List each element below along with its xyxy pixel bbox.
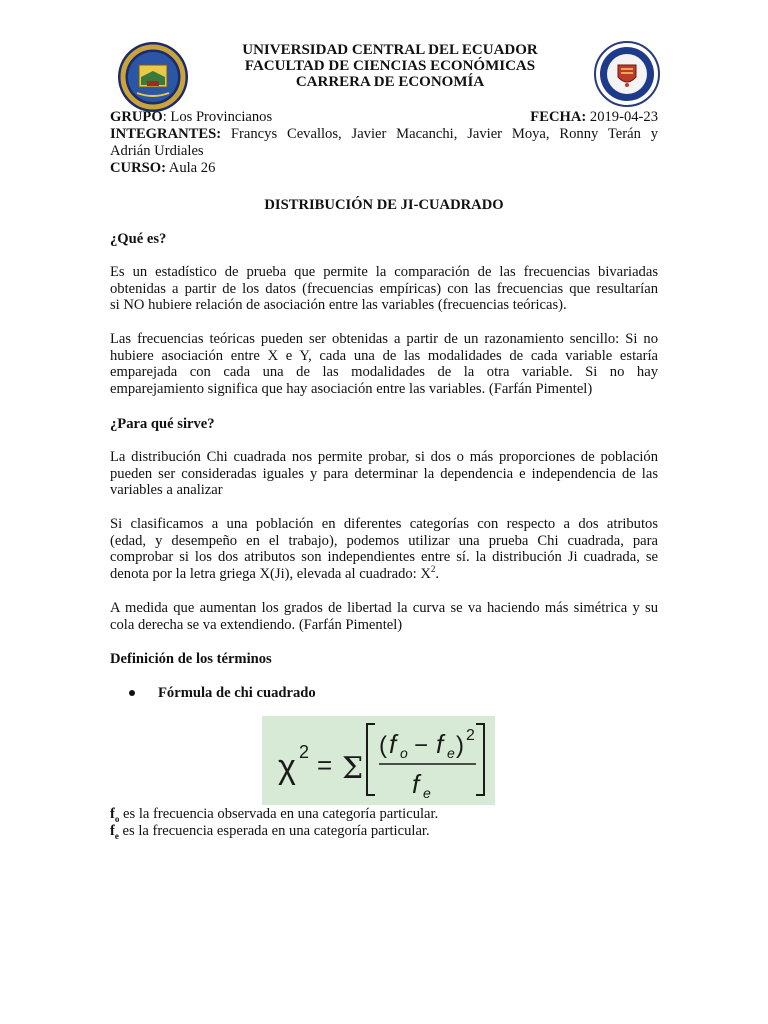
text-line: Las frecuencias teóricas pueden ser obtenidas a partir de un razonamiento sencillo: Si no	[110, 331, 658, 347]
numerator-sub-e: e	[447, 745, 455, 761]
document-title: DISTRIBUCIÓN DE JI-CUADRADO	[264, 197, 504, 213]
chi-superscript: 2	[430, 563, 436, 574]
numerator-f-expected: f	[436, 729, 444, 759]
group-value: : Los Provincianos	[162, 109, 273, 125]
course-row	[110, 160, 658, 177]
left-bracket	[367, 724, 375, 795]
text-line: pueden ser consideradas iguales y para determinar la dependencia e independencia de las	[110, 465, 658, 482]
fo-symbol: f	[110, 806, 115, 822]
fo-description: es la frecuencia observada en una categoría particular.	[119, 806, 439, 822]
text-line: La distribución Chi cuadrada nos permite probar, si dos o más proporciones de población	[110, 449, 658, 465]
bullet-formula-label: Fórmula de chi cuadrado	[158, 685, 316, 701]
course-value: Aula 26	[165, 160, 216, 176]
paragraph-definition	[110, 264, 658, 314]
heading-que-es: ¿Qué es?	[110, 231, 167, 247]
members-line-2: Adrián Urdiales	[110, 143, 204, 159]
chi-notation-text: denota por la letra griega X(Ji), elevada al cuadrado: X	[110, 565, 431, 582]
date-field	[530, 109, 658, 126]
chi-square-formula	[262, 716, 495, 805]
faculty-name: FACULTAD DE CIENCIAS ECONÓMICAS	[244, 58, 536, 74]
numerator-close-paren: )	[456, 732, 464, 759]
chi-symbol: χ	[278, 748, 296, 786]
bullet-point	[129, 690, 135, 696]
text-line: emparejada con cada una de las modalidades de la otra variable. Si no hay	[110, 364, 658, 380]
minus-sign: −	[414, 732, 429, 759]
fe-subscript: e	[114, 830, 119, 841]
text-line: comprobar si los dos atributos son independientes entre sí. la distribución Ji cuadrada, se	[110, 549, 658, 565]
text-line: A medida que aumentan los grados de libertad la curva se va haciendo más simétrica y su	[110, 600, 658, 616]
date-label: FECHA:	[530, 109, 587, 125]
members-label: INTEGRANTES:	[110, 126, 222, 142]
definition-expected	[110, 823, 658, 840]
group-label: GRUPO	[110, 109, 163, 125]
paragraph-degrees-of-freedom	[110, 600, 658, 633]
paragraph-purpose	[110, 449, 658, 499]
sigma-symbol: Σ	[342, 751, 364, 786]
numerator-exponent: 2	[466, 727, 475, 744]
text-line: cola derecha se va extendiendo. (Farfán Pimentel)	[110, 616, 403, 633]
formula-graphic	[262, 716, 495, 805]
right-bracket	[476, 724, 484, 795]
text-line: hubiere asociación entre X e Y, cada una de las modalidades de cada variable estaría	[110, 347, 658, 364]
university-name: UNIVERSIDAD CENTRAL DEL ECUADOR	[242, 42, 538, 58]
institution-header	[200, 42, 580, 90]
numerator-sub-o: o	[400, 745, 408, 761]
chi-exponent: 2	[299, 742, 310, 762]
paragraph-classification	[110, 516, 658, 582]
course-label: CURSO:	[110, 160, 166, 176]
text-line: variables a analizar	[110, 482, 223, 498]
members-names-1: Francys Cevallos, Javier Macanchi, Javier Moya, Ronny Terán y	[221, 126, 658, 142]
definition-observed	[110, 806, 658, 823]
text-line: Es un estadístico de prueba que permite la comparación de las frecuencias bivariadas	[110, 264, 658, 280]
denominator-sub-e: e	[423, 785, 431, 801]
paragraph-theoretical-frequencies	[110, 331, 658, 397]
text-line	[110, 563, 658, 583]
text-line: Si clasificamos a una población en diferentes categorías con respecto a dos atributos	[110, 516, 658, 532]
text-line: obtenidas a partir de los datos (frecuencias empíricas) con las frecuencias que resultarían	[110, 280, 658, 297]
text-line: si NO hubiere relación de asociación entre las variables (frecuencias teóricas).	[110, 297, 567, 313]
faculty-seal-logo	[594, 41, 660, 107]
equals-sign: =	[317, 750, 333, 780]
university-seal-logo	[117, 41, 189, 113]
members-line-1	[110, 126, 658, 143]
group-date-row	[110, 109, 658, 126]
heading-definitions: Definición de los términos	[110, 651, 272, 667]
text-line: (edad, y desempeño en el trabajo), podemos utilizar una prueba Chi cuadrada, para	[110, 532, 658, 549]
fe-description: es la frecuencia esperada en una categoría particular.	[118, 823, 430, 839]
period: .	[435, 565, 440, 582]
career-name: CARRERA DE ECONOMÍA	[295, 74, 485, 90]
text-line: emparejamiento significa que hay asociación entre las variables. (Farfán Pimentel)	[110, 380, 593, 397]
numerator-open-paren: (	[379, 732, 387, 759]
denominator-f: f	[412, 769, 420, 799]
date-value: 2019-04-23	[586, 109, 658, 125]
fe-symbol: f	[110, 823, 115, 839]
numerator-f-observed: f	[389, 729, 397, 759]
heading-para-que-sirve: ¿Para qué sirve?	[110, 416, 215, 432]
fo-subscript: o	[114, 813, 120, 824]
